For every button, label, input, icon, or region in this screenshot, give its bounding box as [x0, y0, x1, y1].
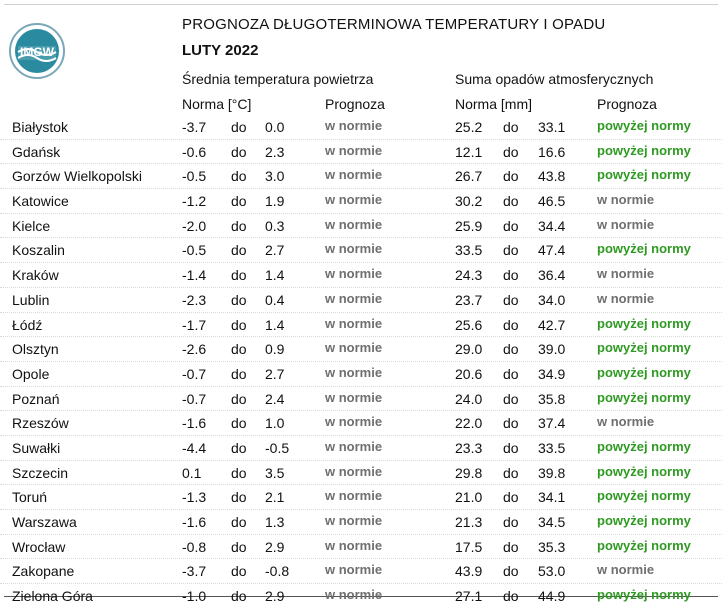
table-row [0, 140, 722, 165]
city-name: Zielona Góra [12, 588, 93, 605]
temperature-norm-min: -2.0 [182, 217, 207, 234]
temperature-norm-header: Norma [°C] [182, 96, 252, 112]
precipitation-norm-min: 29.0 [455, 341, 483, 358]
precipitation-norm-min: 25.2 [455, 119, 483, 135]
precipitation-forecast: powyżej normy [597, 364, 691, 380]
temperature-range-separator: do [231, 316, 247, 333]
temperature-section-title: Średnia temperatura powietrza [182, 71, 374, 87]
table-row [0, 461, 722, 486]
precipitation-norm-min: 29.8 [455, 464, 483, 481]
temperature-forecast: w normie [325, 562, 383, 578]
precipitation-range-separator: do [503, 217, 519, 234]
temperature-norm-min: -0.8 [182, 538, 207, 555]
precipitation-norm-max: 39.8 [538, 464, 566, 481]
temperature-norm-min: -1.0 [182, 588, 207, 605]
temperature-range-separator: do [231, 267, 247, 284]
precipitation-range-separator: do [503, 588, 519, 605]
precipitation-range-separator: do [503, 143, 519, 160]
precipitation-norm-max: 47.4 [538, 242, 566, 259]
logo-text: IMGW [20, 45, 54, 59]
temperature-norm-min: -0.6 [182, 143, 207, 160]
temperature-forecast: w normie [325, 290, 383, 306]
precipitation-forecast: w normie [597, 414, 655, 430]
city-name: Rzeszów [12, 415, 69, 432]
temperature-norm-max: -0.5 [265, 439, 290, 456]
temperature-norm-max: 2.7 [265, 242, 285, 259]
city-name: Kraków [12, 267, 59, 284]
table-row [0, 337, 722, 362]
precipitation-forecast: powyżej normy [597, 587, 691, 603]
precipitation-norm-min: 20.6 [455, 365, 483, 382]
precipitation-forecast: w normie [597, 290, 655, 306]
table-row [0, 164, 722, 189]
city-name: Suwałki [12, 439, 61, 456]
forecast-table [0, 115, 722, 608]
temperature-norm-min: -0.7 [182, 390, 207, 407]
temperature-forecast: w normie [325, 167, 383, 183]
temperature-range-separator: do [231, 143, 247, 160]
precipitation-norm-min: 26.7 [455, 168, 483, 185]
precipitation-norm-min: 17.5 [455, 538, 483, 555]
precipitation-forecast: powyżej normy [597, 241, 691, 257]
temperature-norm-min: -0.5 [182, 168, 207, 185]
temperature-forecast-header: Prognoza [325, 96, 385, 112]
precipitation-forecast: powyżej normy [597, 340, 691, 356]
precipitation-norm-min: 21.3 [455, 514, 483, 530]
temperature-range-separator: do [231, 291, 247, 308]
city-name: Białystok [12, 119, 69, 135]
precipitation-range-separator: do [503, 538, 519, 555]
precipitation-forecast: w normie [597, 216, 655, 232]
table-row [0, 559, 722, 584]
precipitation-range-separator: do [503, 267, 519, 284]
temperature-norm-min: -3.7 [182, 563, 207, 580]
precipitation-range-separator: do [503, 464, 519, 481]
city-name: Warszawa [12, 514, 77, 530]
city-name: Łódź [12, 316, 43, 333]
precipitation-forecast: powyżej normy [597, 389, 691, 405]
temperature-norm-min: -2.3 [182, 291, 207, 308]
precipitation-range-separator: do [503, 439, 519, 456]
temperature-range-separator: do [231, 415, 247, 432]
precipitation-norm-max: 44.9 [538, 588, 566, 605]
temperature-range-separator: do [231, 217, 247, 234]
temperature-forecast: w normie [325, 216, 383, 232]
temperature-norm-max: 2.9 [265, 588, 285, 605]
precipitation-forecast: powyżej normy [597, 438, 691, 454]
temperature-forecast: w normie [325, 537, 383, 553]
table-row [0, 387, 722, 412]
precipitation-forecast: w normie [597, 266, 655, 282]
temperature-norm-min: -3.7 [182, 119, 207, 135]
precipitation-section-title: Suma opadów atmosferycznych [455, 71, 654, 87]
precipitation-forecast: powyżej normy [597, 118, 691, 133]
precipitation-norm-max: 16.6 [538, 143, 566, 160]
temperature-norm-min: -4.4 [182, 439, 207, 456]
precipitation-range-separator: do [503, 489, 519, 506]
precipitation-range-separator: do [503, 316, 519, 333]
precipitation-forecast-header: Prognoza [597, 96, 657, 112]
city-name: Koszalin [12, 242, 65, 259]
temperature-range-separator: do [231, 588, 247, 605]
city-name: Olsztyn [12, 341, 59, 358]
precipitation-norm-min: 12.1 [455, 143, 483, 160]
city-name: Gorzów Wielkopolski [12, 168, 142, 185]
imgw-logo [8, 22, 66, 80]
temperature-norm-min: 0.1 [182, 464, 202, 481]
table-row [0, 263, 722, 288]
precipitation-norm-max: 34.0 [538, 291, 566, 308]
precipitation-range-separator: do [503, 242, 519, 259]
precipitation-norm-min: 22.0 [455, 415, 483, 432]
temperature-norm-max: -0.8 [265, 563, 290, 580]
temperature-range-separator: do [231, 514, 247, 530]
precipitation-range-separator: do [503, 193, 519, 210]
precipitation-norm-max: 37.4 [538, 415, 566, 432]
temperature-range-separator: do [231, 168, 247, 185]
temperature-range-separator: do [231, 242, 247, 259]
temperature-range-separator: do [231, 538, 247, 555]
precipitation-forecast: powyżej normy [597, 463, 691, 479]
precipitation-norm-min: 30.2 [455, 193, 483, 210]
temperature-norm-min: -1.7 [182, 316, 207, 333]
temperature-norm-max: 1.0 [265, 415, 285, 432]
temperature-norm-max: 2.3 [265, 143, 285, 160]
temperature-forecast: w normie [325, 241, 383, 257]
temperature-forecast: w normie [325, 513, 383, 528]
precipitation-norm-min: 27.1 [455, 588, 483, 605]
temperature-range-separator: do [231, 390, 247, 407]
temperature-norm-max: 0.9 [265, 341, 285, 358]
temperature-forecast: w normie [325, 587, 383, 603]
precipitation-range-separator: do [503, 365, 519, 382]
table-row [0, 189, 722, 214]
temperature-range-separator: do [231, 341, 247, 358]
table-row [0, 313, 722, 338]
precipitation-range-separator: do [503, 119, 519, 135]
precipitation-norm-max: 53.0 [538, 563, 566, 580]
table-row [0, 436, 722, 461]
precipitation-norm-min: 23.7 [455, 291, 483, 308]
temperature-forecast: w normie [325, 488, 383, 504]
temperature-forecast: w normie [325, 315, 383, 331]
city-name: Opole [12, 365, 50, 382]
temperature-forecast: w normie [325, 438, 383, 454]
temperature-forecast: w normie [325, 118, 383, 133]
table-row [0, 238, 722, 263]
table-row [0, 288, 722, 313]
temperature-norm-max: 1.9 [265, 193, 285, 210]
city-name: Lublin [12, 291, 50, 308]
temperature-forecast: w normie [325, 389, 383, 405]
temperature-norm-min: -1.2 [182, 193, 207, 210]
precipitation-norm-max: 43.8 [538, 168, 566, 185]
temperature-norm-min: -2.6 [182, 341, 207, 358]
city-name: Gdańsk [12, 143, 61, 160]
precipitation-norm-max: 35.3 [538, 538, 566, 555]
temperature-range-separator: do [231, 439, 247, 456]
precipitation-range-separator: do [503, 390, 519, 407]
precipitation-forecast: powyżej normy [597, 315, 691, 331]
temperature-forecast: w normie [325, 414, 383, 430]
temperature-forecast: w normie [325, 266, 383, 282]
table-row [0, 115, 722, 140]
temperature-norm-max: 1.3 [265, 514, 285, 530]
temperature-norm-min: -1.4 [182, 267, 207, 284]
temperature-range-separator: do [231, 119, 247, 135]
table-row [0, 510, 722, 535]
precipitation-forecast: powyżej normy [597, 537, 691, 553]
temperature-norm-min: -0.7 [182, 365, 207, 382]
table-row [0, 214, 722, 239]
temperature-norm-max: 2.7 [265, 365, 285, 382]
city-name: Zakopane [12, 563, 75, 580]
temperature-norm-min: -0.5 [182, 242, 207, 259]
precipitation-norm-min: 33.5 [455, 242, 483, 259]
precipitation-range-separator: do [503, 341, 519, 358]
precipitation-range-separator: do [503, 415, 519, 432]
temperature-norm-min: -1.6 [182, 514, 207, 530]
table-row [0, 535, 722, 560]
temperature-norm-max: 1.4 [265, 267, 285, 284]
temperature-norm-max: 2.9 [265, 538, 285, 555]
precipitation-norm-min: 25.9 [455, 217, 483, 234]
temperature-norm-max: 3.5 [265, 464, 285, 481]
precipitation-norm-max: 34.1 [538, 489, 566, 506]
temperature-forecast: w normie [325, 364, 383, 380]
precipitation-forecast: powyżej normy [597, 167, 691, 183]
precipitation-norm-min: 43.9 [455, 563, 483, 580]
temperature-range-separator: do [231, 193, 247, 210]
temperature-range-separator: do [231, 563, 247, 580]
table-row [0, 411, 722, 436]
temperature-range-separator: do [231, 489, 247, 506]
temperature-forecast: w normie [325, 340, 383, 356]
document-title: PROGNOZA DŁUGOTERMINOWA TEMPERATURY I OPADU [182, 16, 606, 33]
precipitation-norm-max: 35.8 [538, 390, 566, 407]
table-row [0, 485, 722, 510]
precipitation-norm-max: 42.7 [538, 316, 566, 333]
temperature-forecast: w normie [325, 463, 383, 479]
precipitation-norm-max: 36.4 [538, 267, 566, 284]
precipitation-norm-min: 25.6 [455, 316, 483, 333]
precipitation-range-separator: do [503, 291, 519, 308]
table-row [0, 584, 722, 608]
temperature-norm-max: 0.3 [265, 217, 285, 234]
precipitation-range-separator: do [503, 168, 519, 185]
city-name: Katowice [12, 193, 69, 210]
temperature-norm-max: 2.1 [265, 489, 285, 506]
temperature-range-separator: do [231, 464, 247, 481]
precipitation-forecast: powyżej normy [597, 488, 691, 504]
city-name: Poznań [12, 390, 60, 407]
temperature-norm-max: 3.0 [265, 168, 285, 185]
forecast-period: LUTY 2022 [182, 42, 259, 59]
precipitation-norm-max: 46.5 [538, 193, 566, 210]
precipitation-range-separator: do [503, 563, 519, 580]
city-name: Wrocław [12, 538, 66, 555]
precipitation-norm-max: 33.1 [538, 119, 566, 135]
precipitation-norm-min: 21.0 [455, 489, 483, 506]
precipitation-norm-min: 24.3 [455, 267, 483, 284]
precipitation-norm-min: 23.3 [455, 439, 483, 456]
temperature-forecast: w normie [325, 142, 383, 158]
precipitation-norm-header: Norma [mm] [455, 96, 532, 112]
precipitation-norm-min: 24.0 [455, 390, 483, 407]
table-row [0, 362, 722, 387]
precipitation-forecast: w normie [597, 562, 655, 578]
temperature-forecast: w normie [325, 192, 383, 208]
city-name: Kielce [12, 217, 51, 234]
city-name: Szczecin [12, 464, 69, 481]
city-name: Toruń [12, 489, 48, 506]
precipitation-forecast: powyżej normy [597, 142, 691, 158]
precipitation-norm-max: 33.5 [538, 439, 566, 456]
temperature-norm-max: 0.0 [265, 119, 285, 135]
temperature-norm-max: 1.4 [265, 316, 285, 333]
precipitation-range-separator: do [503, 514, 519, 530]
temperature-norm-max: 2.4 [265, 390, 285, 407]
precipitation-norm-max: 39.0 [538, 341, 566, 358]
temperature-norm-min: -1.3 [182, 489, 207, 506]
precipitation-norm-max: 34.5 [538, 514, 566, 530]
precipitation-forecast: w normie [597, 192, 655, 208]
temperature-norm-min: -1.6 [182, 415, 207, 432]
precipitation-forecast: powyżej normy [597, 513, 691, 528]
temperature-norm-max: 0.4 [265, 291, 285, 308]
precipitation-norm-max: 34.9 [538, 365, 566, 382]
temperature-range-separator: do [231, 365, 247, 382]
precipitation-norm-max: 34.4 [538, 217, 566, 234]
